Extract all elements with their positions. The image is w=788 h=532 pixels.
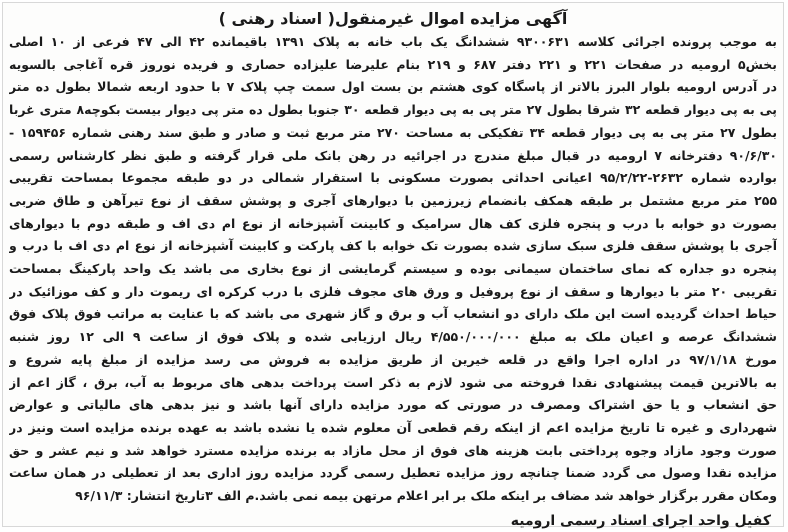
- notice-signature: کفیل واحد اجرای اسناد رسمی ارومیه: [510, 512, 771, 529]
- notice-line: در آدرس ارومیه بلوار البرز بالاتر از پاسگاه کوی هشتم بن بست اول سمت چپ پلاک ۷ با حدود اربعه شمالا بطول ده متر: [9, 79, 777, 95]
- notice-title: آگهی مزایده اموال غیرمنقول( اسناد رهنی ): [218, 9, 568, 28]
- notice-line: بصورت دو خوابه با درب و پنجره فلزی کف هال سرامیک و کابینت آشپزخانه از نوع ام دی اف و طبقه دوم با دیوارهای: [9, 215, 777, 231]
- notice-line: حق انشعاب و یا حق اشتراک ومصرف در صورتی که مورد مزایده دارای آنها باشد و نیز بدهی های مالیاتی و عوارض: [9, 397, 777, 413]
- notice-line: حیاط احداث گردیده است این ملک دارای دو انشعاب آب و برق و گاز شهری می باشد که با عنایت به مراتب فوق پلاک فوق: [9, 306, 777, 322]
- notice-line: ومکان مقرر برگزار خواهد شد مضاف بر اینکه ملک بر ابر اعلام مرتهن بیمه نمی باشد.م الف ۳تاریخ انتشار: ۹۶/۱۱/۳: [75, 488, 777, 504]
- notice-line: به موجب پرونده اجرائی کلاسه ۹۳۰۰۶۳۱ ششدانگ یک باب خانه به پلاک ۱۳۹۱ باقیمانده ۴۲ الی ۴۷ فرعی از ۱۰ اصلی: [9, 34, 777, 49]
- notice-line: ششدانگ عرصه و اعیان ملک به مبلغ ۴/۵۵۰/۰۰۰/۰۰۰ ریال ارزیابی شده و پلاک فوق از ساعت ۹ الی ۱۲ روز شنبه: [9, 329, 777, 345]
- notice-line: تقریبی ۲۰ متر با دیوارها و سقف از نوع پروفیل و ورق های مجوف فلزی با درب کرکره ای ریموت دار و کف موزائیک در: [9, 283, 777, 299]
- notice-line: بطول ۲۷ متر پی به پی دیوار قطعه ۳۴ تفکیکی به مساحت ۲۷۰ متر مربع ثبت و صادر و طبق سند رهنی شماره ۱۵۹۴۵۶ -: [9, 124, 777, 140]
- notice-line: مزایده نقدا وصول می گردد ضمنا چنانچه روز مزایده تعطیل رسمی گردد مزایده روز اداری بعد از تعطیلی در همان ساعت: [9, 465, 777, 481]
- notice-line: ۹۰/۶/۳۰ دفترخانه ۷ ارومیه در قبال مبلغ مندرج در اجرائیه در رهن بانک ملی قرار گرفته و طبق نظر کارشناس رسمی: [9, 147, 777, 163]
- notice-line: شهرداری و غیره تا تاریخ مزایده اعم از اینکه رقم قطعی آن معلوم شده یا نشده باشد به عهده برنده مزایده است ونیز در: [9, 419, 777, 435]
- notice-line: ۲۵۵ متر مربع مشتمل بر طبقه همکف بانضمام زیرزمین با دیوارهای آجری و پوشش سقف از نوع تیرآهن و طاق ضربی: [9, 192, 777, 208]
- notice-line: بخش۵ ارومیه در صفحات ۲۲۱ و ۲۲۱ دفتر ۶۸۷ و ۲۱۹ بنام علیرضا علیزاده حصاری و فریده نوروز قره آغاجی بالسویه: [9, 56, 777, 72]
- notice-line: پی به پی دیوار قطعه ۳۲ شرقا بطول ۲۷ متر پی به پی دیوار قطعه ۳۰ جنوبا بطول ده متر پی دیوار بیست بکوچه۸ متری غربا: [9, 102, 777, 118]
- notice-line: صورت وجود مازاد وجوه پرداختی بابت هزینه های فوق از محل مازاد به برنده مزایده مسترد خواهد شد و نیم عشر و حق: [9, 442, 777, 458]
- notice-line: پنجره دو جداره که نمای ساختمان سیمانی بوده و سیستم گرمایشی از نوع بخاری می باشد یک واحد پارکینگ بمساحت: [9, 261, 777, 277]
- notice-line: آجری با پوشش سقف فلزی سبک سازی شده بصورت تک خوابه با کف پارکت و کابینت آشپزخانه از نوع ام دی اف با درب و: [9, 238, 777, 254]
- notice-body: [9, 31, 777, 508]
- auction-notice: [2, 2, 784, 527]
- notice-line: به بالاترین قیمت پیشنهادی نقدا فروخته می شود لازم به ذکر است پرداخت بدهی های مربوط به آب، برق ، گاز اعم از: [9, 374, 777, 390]
- notice-line: بوارده شماره ۲۶۳۲-۹۵/۲/۲۲ اعیانی احداثی بصورت مسکونی با استقرار شمالی در دو طبقه مجموعا بمساحت تقریبی: [9, 170, 777, 186]
- notice-line: مورخ ۹۷/۱/۱۸ در اداره اجرا واقع در قلعه خیرین از طریق مزایده به فروش می رسد مزایده از مبلغ پایه شروع و: [9, 351, 777, 367]
